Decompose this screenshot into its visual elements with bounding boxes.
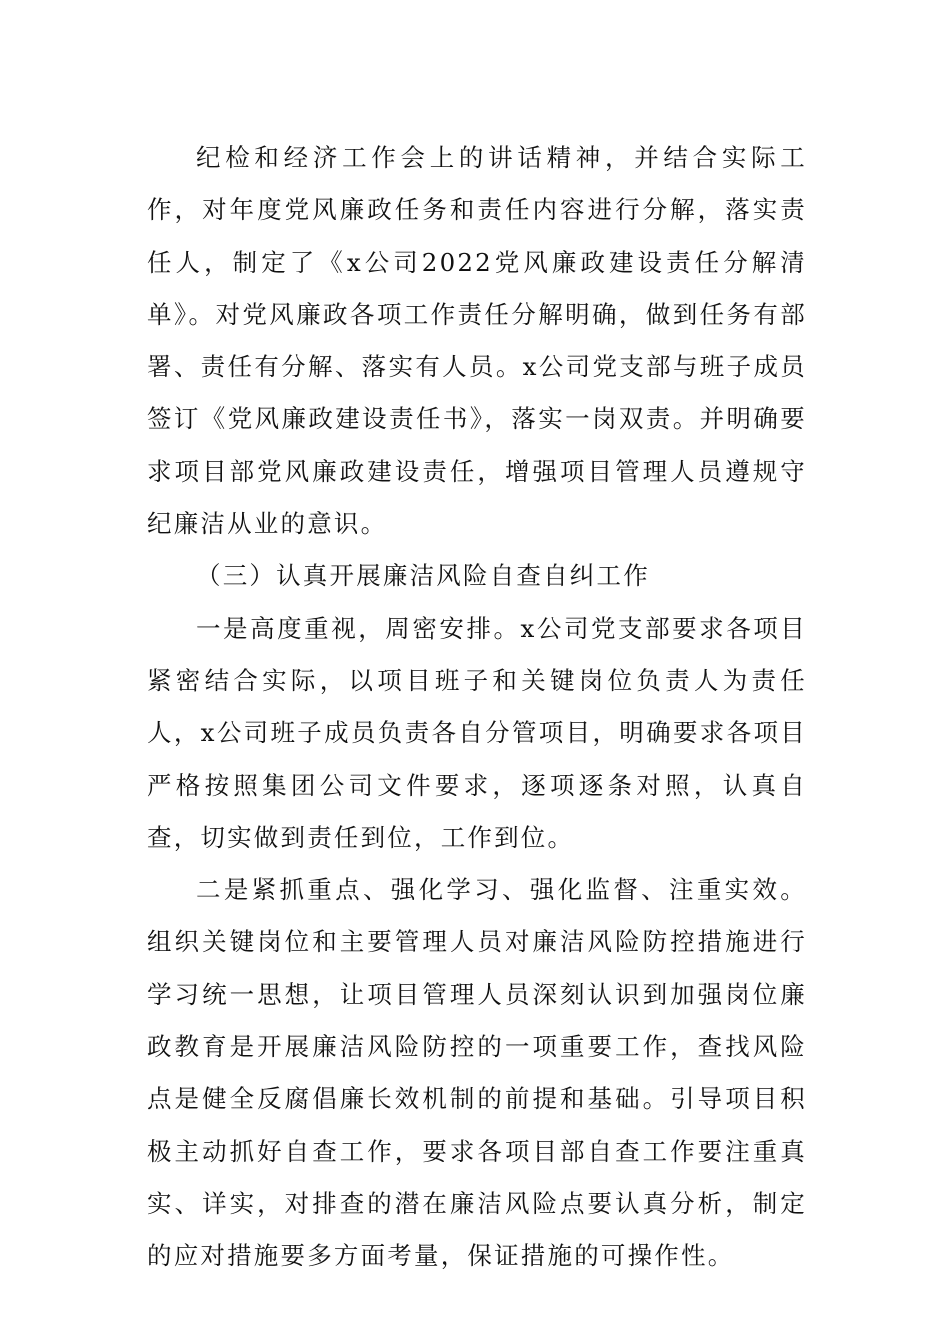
paragraph-high-attention: 一是高度重视，周密安排。x公司党支部要求各项目紧密结合实际，以项目班子和关键岗位负责人为责任人，x公司班子成员负责各自分管项目，明确要求各项目严格按照集团公司文件要求，逐项逐条对照，认真自查，切实做到责任到位，工作到位。 [147, 613, 807, 852]
paragraph-key-focus: 二是紧抓重点、强化学习、强化监督、注重实效。组织关键岗位和主要管理人员对廉洁风险防控措施进行学习统一思想，让项目管理人员深刻认识到加强岗位廉政教育是开展廉洁风险防控的一项重要工作，查找风险点是健全反腐倡廉长效机制的前提和基础。引导项目积极主动抓好自查工作，要求各项目部自查工作要注重真实、详实，对排查的潜在廉洁风险点要认真分析，制定的应对措施要多方面考量，保证措施的可操作性。 [147, 875, 807, 1271]
paragraph-responsibility-breakdown: 纪检和经济工作会上的讲话精神，并结合实际工作，对年度党风廉政任务和责任内容进行分解，落实责任人，制定了《x公司2022党风廉政建设责任分解清单》。对党风廉政各项工作责任分解明确，做到任务有部署、责任有分解、落实有人员。x公司党支部与班子成员签订《党风廉政建设责任书》，落实一岗双责。并明确要求项目部党风廉政建设责任，增强项目管理人员遵规守纪廉洁从业的意识。 [147, 143, 807, 539]
section-heading-risk-self-check: （三）认真开展廉洁风险自查自纠工作 [196, 561, 650, 591]
document-body [147, 132, 807, 1283]
